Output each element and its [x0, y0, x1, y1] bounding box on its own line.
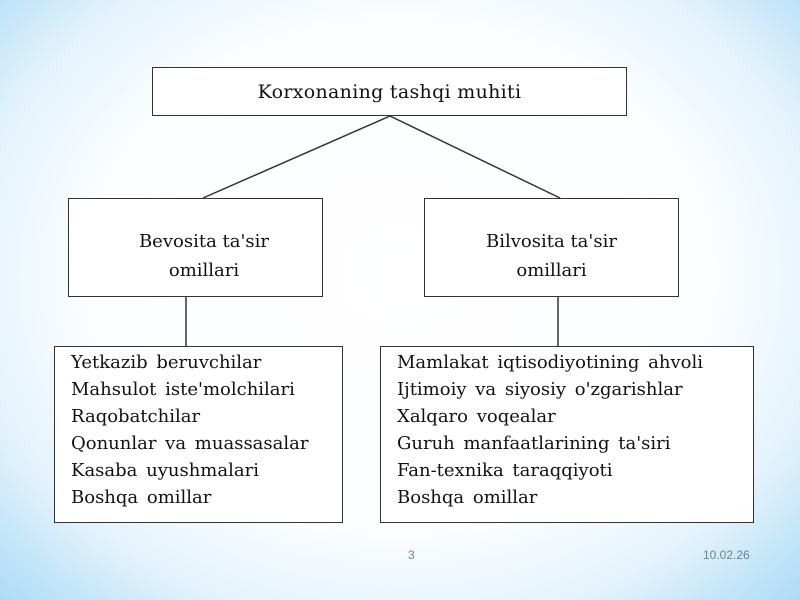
category-node-direct: [68, 198, 323, 297]
category-node-indirect: [424, 198, 679, 297]
connector-root-to-right: [390, 116, 560, 198]
list-item: Qonunlar va muassasalar: [71, 433, 309, 454]
list-item: Boshqa omillar: [397, 487, 538, 508]
footer-date: 10.02.26: [703, 548, 750, 562]
list-item: Ijtimoiy va siyosiy o'zgarishlar: [397, 379, 683, 400]
category-node-label: Bevosita ta'sir omillari: [138, 231, 270, 281]
list-item: Kasaba uyushmalari: [71, 460, 259, 481]
root-node: [152, 67, 627, 116]
factor-list-indirect: [380, 346, 754, 523]
list-item: Boshqa omillar: [71, 487, 212, 508]
connector-root-to-left: [203, 116, 390, 198]
category-node-label: Bilvosita ta'sir omillari: [486, 231, 617, 281]
page-number: 3: [408, 548, 415, 562]
list-item: Mahsulot iste'molchilari: [71, 379, 295, 400]
factor-list-direct: [54, 346, 343, 523]
list-item: Raqobatchilar: [71, 406, 201, 427]
list-item: Yetkazib beruvchilar: [71, 352, 262, 373]
list-item: Mamlakat iqtisodiyotining ahvoli: [397, 352, 703, 373]
list-item: Xalqaro voqealar: [397, 406, 556, 427]
list-item: Guruh manfaatlarining ta'siri: [397, 433, 671, 454]
root-node-label: Korxonaning tashqi muhiti: [257, 80, 522, 103]
list-item: Fan-texnika taraqqiyoti: [397, 460, 613, 481]
